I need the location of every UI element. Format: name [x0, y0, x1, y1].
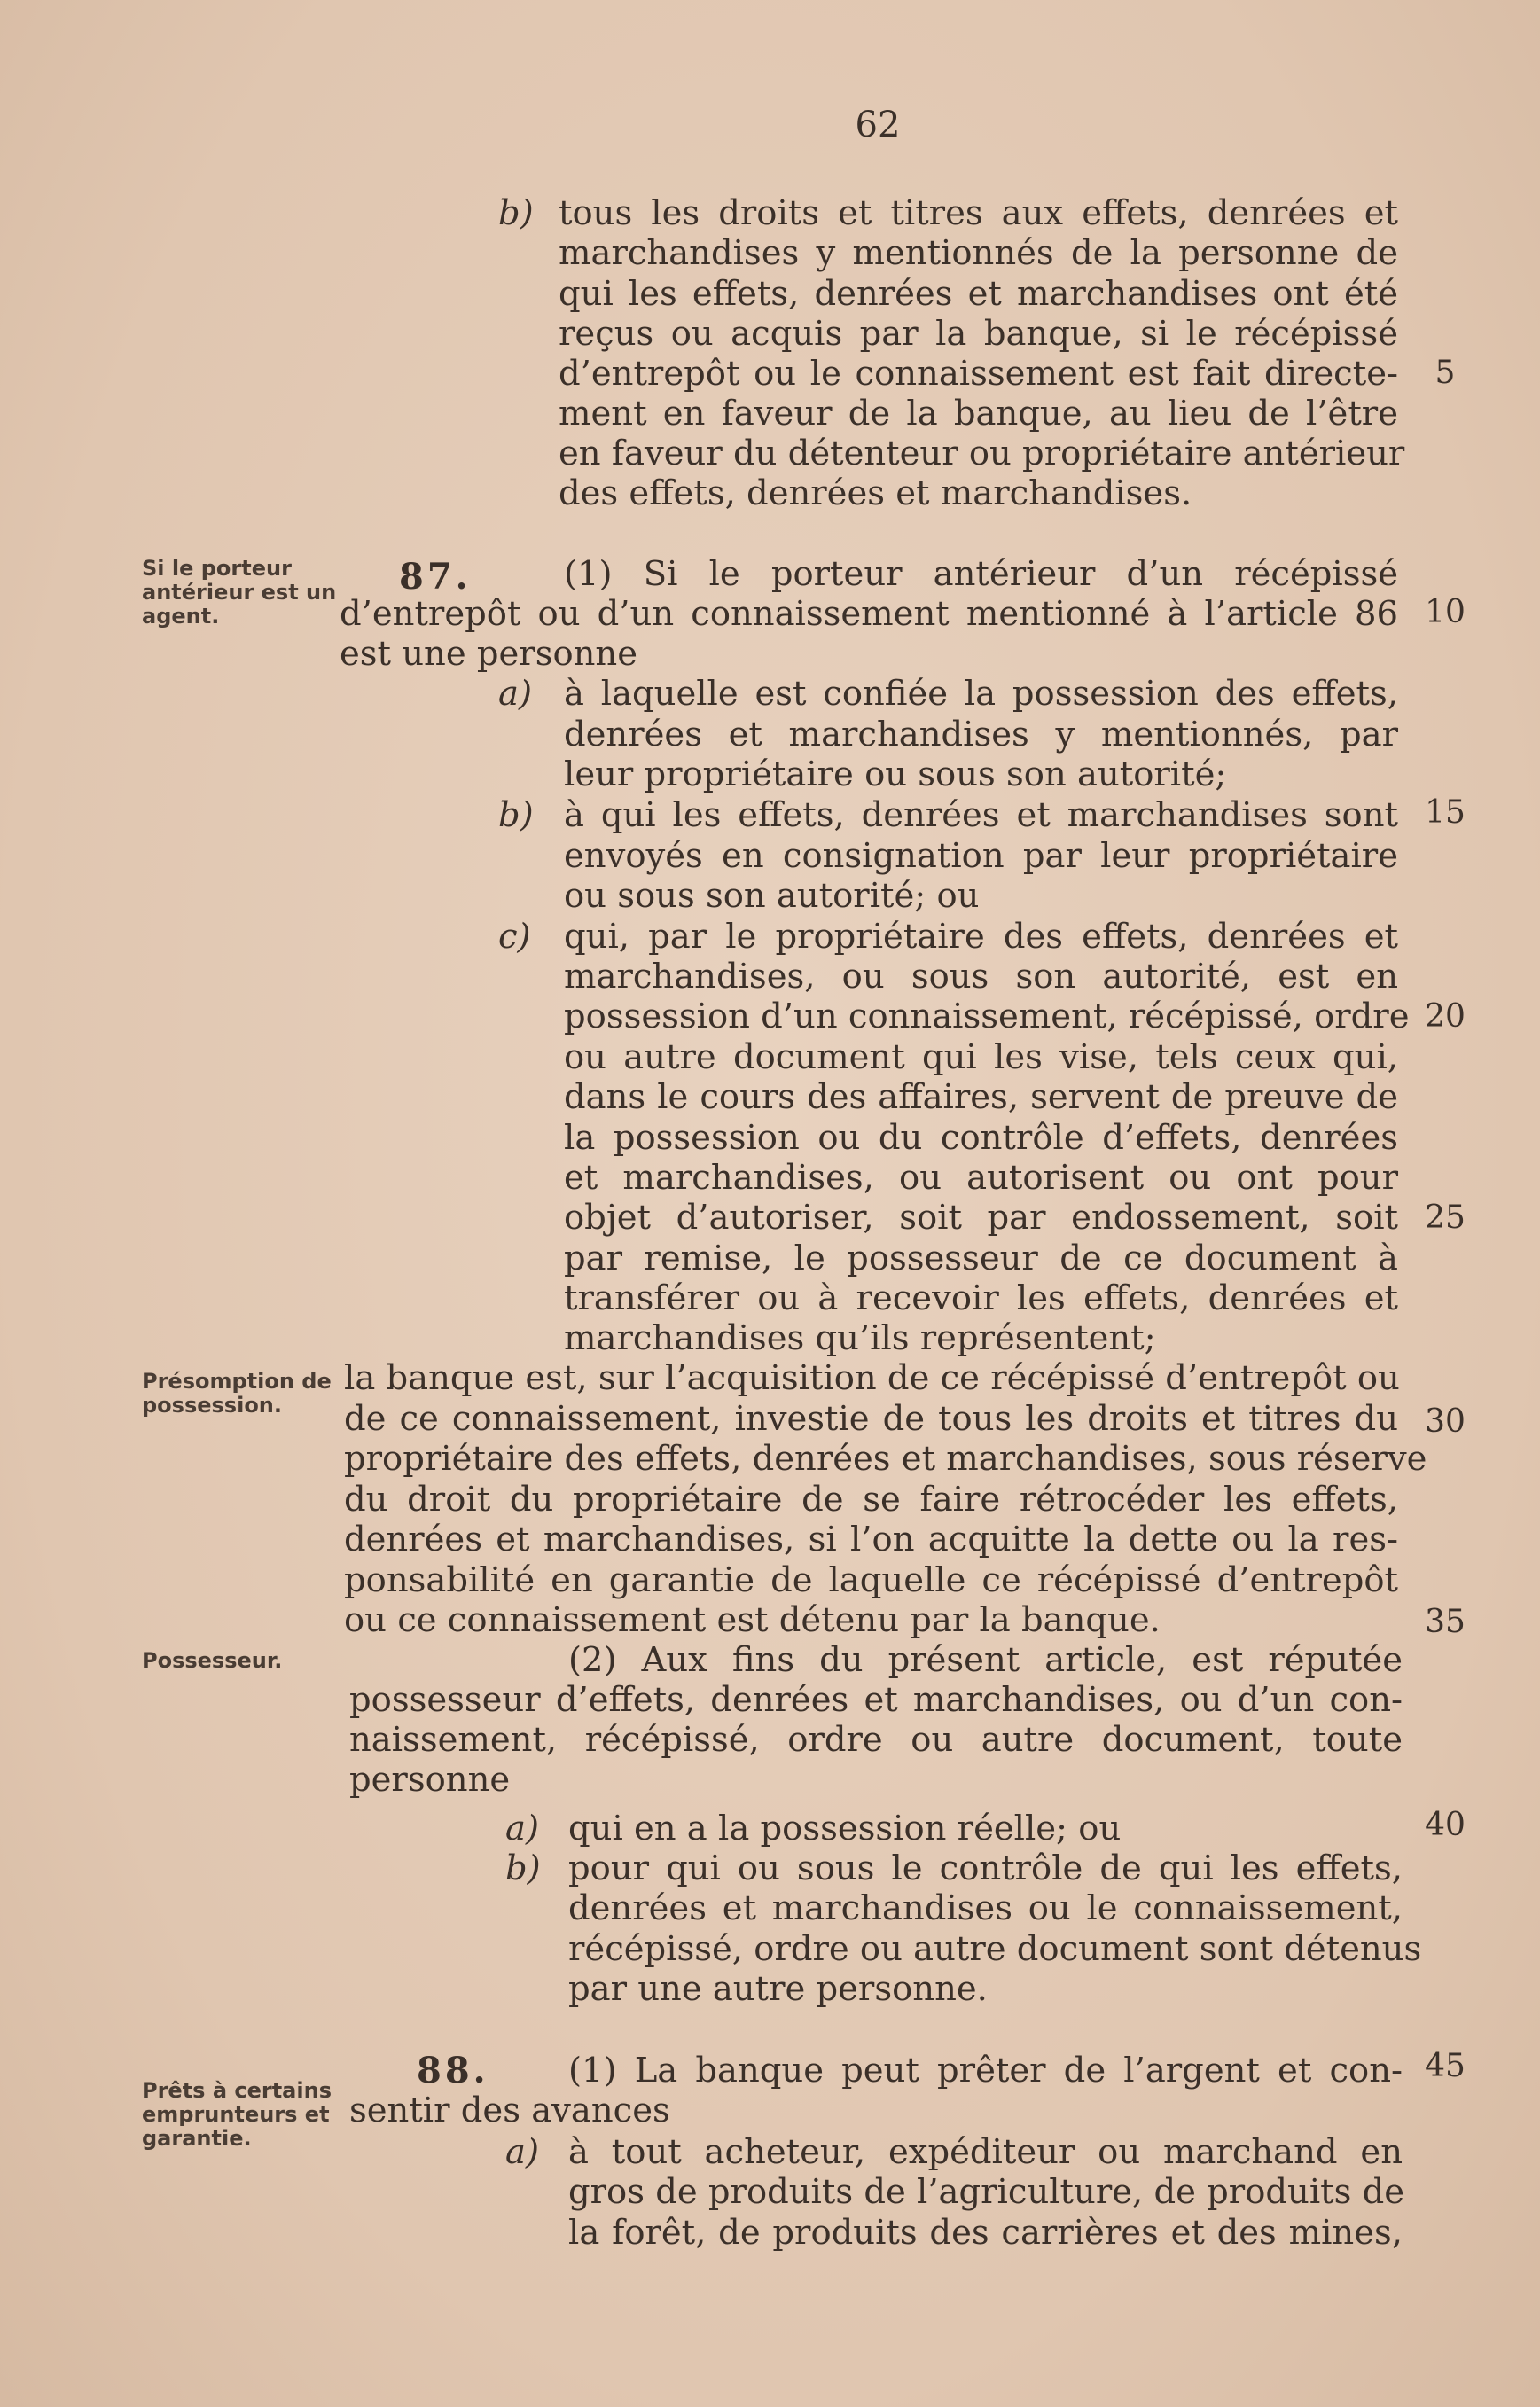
item-label: a) [498, 674, 532, 714]
text-line: tous les droits et titres aux effets, denrées et [559, 193, 1398, 233]
text-line: naissement, récépissé, ordre ou autre document, toute [349, 1720, 1403, 1760]
item-label: b) [505, 1848, 541, 1888]
text-line: la possession ou du contrôle d’effets, denrées [564, 1118, 1398, 1158]
text-line: (1) Si le porteur antérieur d’un récépissé [564, 554, 1398, 594]
text-line: par une autre personne. [568, 1969, 988, 2009]
margin-note-prets: Prêts à certains emprunteurs et garantie. [142, 2078, 332, 2151]
line-number: 15 [1425, 794, 1466, 831]
text-line: est une personne [340, 634, 638, 674]
text-line: (2) Aux fins du présent article, est réputée [568, 1640, 1403, 1680]
line-number: 5 [1434, 355, 1456, 391]
text-line: et marchandises, ou autorisent ou ont pour [564, 1158, 1398, 1198]
text-line: qui en a la possession réelle; ou [568, 1809, 1122, 1848]
line-number: 10 [1425, 594, 1466, 630]
page-number: 62 [855, 105, 901, 145]
article-88-number: 88. [417, 2050, 489, 2091]
text-line: pour qui ou sous le contrôle de qui les effets, [568, 1848, 1403, 1888]
line-number: 20 [1425, 998, 1466, 1035]
text-line: dans le cours des affaires, servent de preuve de [564, 1077, 1398, 1117]
text-line: par remise, le possesseur de ce document à [564, 1239, 1398, 1278]
text-line: objet d’autoriser, soit par endossement, soit [564, 1198, 1398, 1238]
text-line: possession d’un connaissement, récépissé, ordre [564, 996, 1410, 1036]
line-number: 30 [1425, 1403, 1466, 1440]
text-line: ou autre document qui les vise, tels ceux qui, [564, 1037, 1398, 1077]
text-line: envoyés en consignation par leur propriétaire [564, 836, 1398, 876]
text-line: gros de produits de l’agriculture, de produits de [568, 2172, 1405, 2212]
text-line: (1) La banque peut prêter de l’argent et con- [568, 2051, 1403, 2090]
line-number: 25 [1425, 1200, 1466, 1236]
text-line: reçus ou acquis par la banque, si le récépissé [559, 314, 1398, 354]
text-line: sentir des avances [349, 2090, 670, 2130]
item-label: b) [498, 193, 534, 233]
text-line: denrées et marchandises ou le connaissement, [568, 1888, 1403, 1928]
text-line: d’entrepôt ou d’un connaissement mentionné à l’article 86 [340, 594, 1398, 634]
margin-note-agent: Si le porteur antérieur est un agent. [142, 556, 337, 629]
text-line: à qui les effets, denrées et marchandises sont [564, 795, 1398, 835]
text-line: qui, par le propriétaire des effets, denrées et [564, 917, 1398, 957]
article-87-number: 87. [399, 556, 472, 598]
text-line: personne [349, 1760, 511, 1800]
text-line: marchandises, ou sous son autorité, est en [564, 957, 1398, 996]
text-line: transférer ou à recevoir les effets, denrées et [564, 1278, 1398, 1318]
line-number: 45 [1425, 2048, 1466, 2084]
text-line: denrées et marchandises, si l’on acquitte la dette ou la res- [344, 1520, 1398, 1559]
text-line: marchandises qu’ils représentent; [564, 1318, 1156, 1358]
text-line: ment en faveur de la banque, au lieu de l’être [559, 394, 1398, 434]
text-line: d’entrepôt ou le connaissement est fait directe- [559, 354, 1398, 394]
text-line: ou ce connaissement est détenu par la banque. [344, 1600, 1161, 1640]
text-line: de ce connaissement, investie de tous les droits et titres du [344, 1399, 1398, 1439]
item-label: a) [505, 1809, 539, 1848]
text-line: leur propriétaire ou sous son autorité; [564, 754, 1227, 794]
text-line: à tout acheteur, expéditeur ou marchand en [568, 2132, 1403, 2172]
item-label: b) [498, 795, 534, 835]
item-label: c) [498, 917, 531, 957]
margin-note-possesseur: Possesseur. [142, 1648, 283, 1673]
text-line: des effets, denrées et marchandises. [559, 473, 1192, 513]
item-label: a) [505, 2132, 539, 2172]
text-line: ponsabilité en garantie de laquelle ce récépissé d’entrepôt [344, 1560, 1398, 1600]
text-line: marchandises y mentionnés de la personne de [559, 233, 1398, 273]
text-line: en faveur du détenteur ou propriétaire antérieur [559, 434, 1405, 473]
text-line: possesseur d’effets, denrées et marchandises, ou d’un con- [349, 1680, 1403, 1720]
text-line: propriétaire des effets, denrées et marchandises, sous réserve [344, 1439, 1427, 1479]
text-line: la forêt, de produits des carrières et des mines, [568, 2213, 1403, 2253]
text-line: récépissé, ordre ou autre document sont détenus [568, 1929, 1422, 1969]
text-line: à laquelle est confiée la possession des effets, [564, 674, 1398, 714]
line-number: 40 [1425, 1807, 1466, 1843]
text-line: du droit du propriétaire de se faire rétrocéder les effets, [344, 1480, 1398, 1520]
text-line: ou sous son autorité; ou [564, 876, 980, 916]
margin-note-presomption: Présomption de possession. [142, 1369, 332, 1418]
line-number: 35 [1425, 1604, 1466, 1640]
text-line: denrées et marchandises y mentionnés, par [564, 715, 1398, 754]
text-line: qui les effets, denrées et marchandises ont été [559, 274, 1398, 314]
text-line: la banque est, sur l’acquisition de ce récépissé d’entrepôt ou [344, 1358, 1400, 1398]
